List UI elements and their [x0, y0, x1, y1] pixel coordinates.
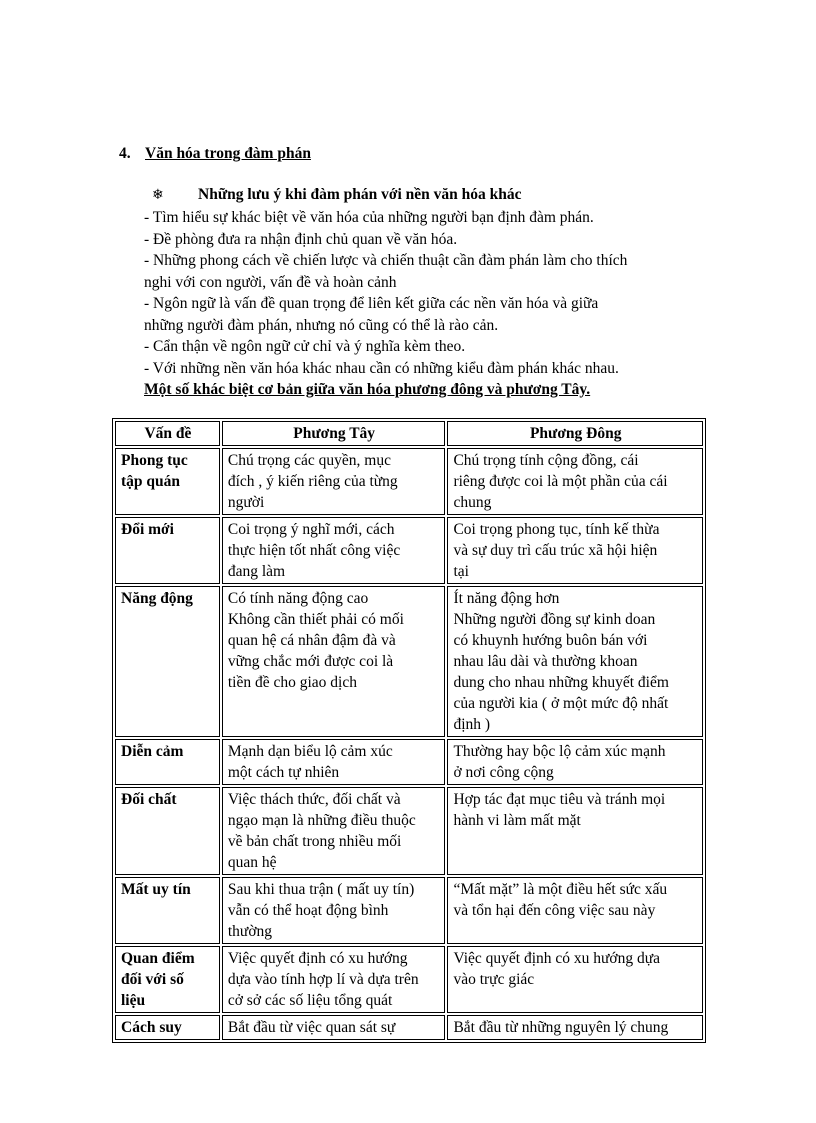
- section-heading: [119, 145, 311, 163]
- cell-text-line: một cách tự nhiên: [227, 764, 340, 781]
- table-row: [115, 739, 703, 785]
- cell-text-line: người: [227, 494, 265, 511]
- east-cell: [447, 946, 703, 1013]
- cell-text-line: về bản chất trong nhiều mối: [227, 833, 402, 850]
- east-cell: [447, 517, 703, 584]
- body-text: [144, 207, 704, 401]
- cell-text-line: Đổi mới: [121, 521, 174, 538]
- cell-text-line: Việc quyết định có xu hướng: [227, 950, 408, 967]
- west-cell: [222, 448, 446, 515]
- header-issue: Vấn đề: [115, 421, 220, 446]
- subsection-title: Những lưu ý khi đàm phán với nền văn hóa khác: [198, 186, 522, 203]
- cell-text-line: thực hiện tốt nhất công việc: [227, 542, 401, 559]
- cell-text-line: Quan điểm: [121, 950, 195, 967]
- cell-text-line: tiền đề cho giao dịch: [227, 674, 357, 691]
- paragraph-line: - Đề phòng đưa ra nhận định chủ quan về văn hóa.: [144, 230, 458, 248]
- table-row: [115, 1015, 703, 1040]
- cell-text-line: ngạo mạn là những điều thuộc: [227, 812, 416, 829]
- west-cell: [222, 946, 446, 1013]
- table-row: [115, 586, 703, 737]
- cell-text-line: ở nơi công cộng: [453, 764, 554, 781]
- cell-text-line: Phong tục: [121, 452, 188, 469]
- comparison-table: [112, 418, 706, 1043]
- east-cell: [447, 739, 703, 785]
- header-west: Phương Tây: [222, 421, 446, 446]
- cell-text-line: tại: [453, 563, 469, 580]
- cell-text-line: Chú trọng các quyền, mục: [227, 452, 391, 469]
- cell-text-line: vững chắc mới được coi là: [227, 653, 394, 670]
- issue-cell: [115, 739, 220, 785]
- issue-cell: [115, 946, 220, 1013]
- cell-text-line: Ít năng động hơn: [453, 590, 560, 607]
- cell-text-line: Coi trọng phong tục, tính kế thừa: [453, 521, 660, 538]
- west-cell: [222, 517, 446, 584]
- cell-text-line: Bắt đầu từ việc quan sát sự: [227, 1019, 396, 1036]
- cell-text-line: quan hệ: [227, 854, 277, 871]
- east-cell: [447, 448, 703, 515]
- west-cell: [222, 1015, 446, 1040]
- cell-text-line: chung: [453, 494, 492, 511]
- table-caption: Một số khác biệt cơ bản giữa văn hóa phương đông và phương Tây.: [144, 381, 591, 398]
- table-header-row: [115, 421, 703, 446]
- cell-text-line: đích , ý kiến riêng của từng: [227, 473, 398, 490]
- table-row: [115, 787, 703, 875]
- cell-text-line: vào trực giác: [453, 971, 535, 988]
- table-row: [115, 877, 703, 944]
- cell-text-line: của người kia ( ở một mức độ nhất: [453, 695, 669, 712]
- cell-text-line: thường: [227, 923, 273, 940]
- cell-text-line: dựa vào tính hợp lí và dựa trên: [227, 971, 419, 988]
- table-row: [115, 517, 703, 584]
- cell-text-line: Diễn cảm: [121, 743, 184, 760]
- east-cell: [447, 1015, 703, 1040]
- paragraph-line: - Những phong cách về chiến lược và chiến thuật cần đàm phán làm cho thích: [144, 252, 628, 269]
- cell-text-line: đối với số: [121, 971, 184, 988]
- west-cell: [222, 586, 446, 737]
- paragraph-line: - Ngôn ngữ là vấn đề quan trọng để liên kết giữa các nền văn hóa và giữa: [144, 295, 599, 312]
- cell-text-line: Thường hay bộc lộ cảm xúc mạnh: [453, 743, 666, 760]
- east-cell: [447, 787, 703, 875]
- cell-text-line: Mạnh dạn biểu lộ cảm xúc: [227, 743, 393, 760]
- cell-text-line: nhau lâu dài và thường khoan: [453, 653, 638, 670]
- west-cell: [222, 739, 446, 785]
- cell-text-line: “Mất mặt” là một điều hết sức xấu: [453, 881, 668, 898]
- cell-text-line: Coi trọng ý nghĩ mới, cách: [227, 521, 395, 538]
- issue-cell: [115, 1015, 220, 1040]
- cell-text-line: Bắt đầu từ những nguyên lý chung: [453, 1019, 669, 1036]
- cell-text-line: Chú trọng tính cộng đồng, cái: [453, 452, 639, 469]
- paragraph-line: những người đàm phán, nhưng nó cũng có thể là rào cản.: [144, 316, 499, 334]
- subsection-heading: [152, 186, 522, 204]
- paragraph-line: - Tìm hiểu sự khác biệt về văn hóa của những người bạn định đàm phán.: [144, 209, 594, 226]
- paragraph-line: - Với những nền văn hóa khác nhau cần có những kiểu đàm phán khác nhau.: [144, 359, 619, 377]
- cell-text-line: Hợp tác đạt mục tiêu và tránh mọi: [453, 791, 666, 808]
- issue-cell: [115, 448, 220, 515]
- paragraph-line: nghi với con người, vấn đề và hoàn cảnh: [144, 273, 397, 291]
- cell-text-line: Có tính năng động cao: [227, 590, 369, 607]
- table-row: [115, 946, 703, 1013]
- west-cell: [222, 787, 446, 875]
- cell-text-line: Những người đồng sự kinh doan: [453, 611, 656, 628]
- cell-text-line: hành vi làm mất mặt: [453, 812, 581, 829]
- cell-text-line: và sự duy trì cấu trúc xã hội hiện: [453, 542, 658, 559]
- issue-cell: [115, 877, 220, 944]
- snowflake-bullet-icon: ❄: [152, 188, 164, 203]
- cell-text-line: Đối chất: [121, 791, 177, 808]
- cell-text-line: Việc thách thức, đối chất và: [227, 791, 401, 808]
- cell-text-line: tập quán: [121, 473, 181, 490]
- issue-cell: [115, 586, 220, 737]
- cell-text-line: dung cho nhau những khuyết điểm: [453, 674, 669, 691]
- issue-cell: [115, 517, 220, 584]
- cell-text-line: quan hệ cá nhân đậm đà và: [227, 632, 396, 649]
- cell-text-line: Năng động: [121, 590, 193, 607]
- east-cell: [447, 877, 703, 944]
- cell-text-line: Sau khi thua trận ( mất uy tín): [227, 881, 415, 898]
- cell-text-line: và tổn hại đến công việc sau này: [453, 902, 656, 919]
- cell-text-line: vẫn có thể hoạt động bình: [227, 902, 389, 919]
- cell-text-line: Cách suy: [121, 1019, 182, 1036]
- section-title: Văn hóa trong đàm phán: [145, 145, 311, 162]
- west-cell: [222, 877, 446, 944]
- cell-text-line: đang làm: [227, 563, 286, 580]
- cell-text-line: có khuynh hướng buôn bán với: [453, 632, 648, 649]
- paragraph-line: - Cẩn thận về ngôn ngữ cử chỉ và ý nghĩa kèm theo.: [144, 338, 466, 355]
- issue-cell: [115, 787, 220, 875]
- cell-text-line: Không cần thiết phải có mối: [227, 611, 404, 628]
- header-east: Phương Đông: [447, 421, 703, 446]
- table-row: [115, 448, 703, 515]
- cell-text-line: định ): [453, 716, 491, 733]
- cell-text-line: riêng được coi là một phần của cái: [453, 473, 668, 490]
- section-number: 4.: [119, 145, 131, 162]
- cell-text-line: cở sở các số liệu tổng quát: [227, 992, 393, 1009]
- cell-text-line: Mất uy tín: [121, 881, 191, 898]
- cell-text-line: Việc quyết định có xu hướng dựa: [453, 950, 661, 967]
- east-cell: [447, 586, 703, 737]
- table-body: [115, 448, 703, 1040]
- cell-text-line: liệu: [121, 992, 146, 1009]
